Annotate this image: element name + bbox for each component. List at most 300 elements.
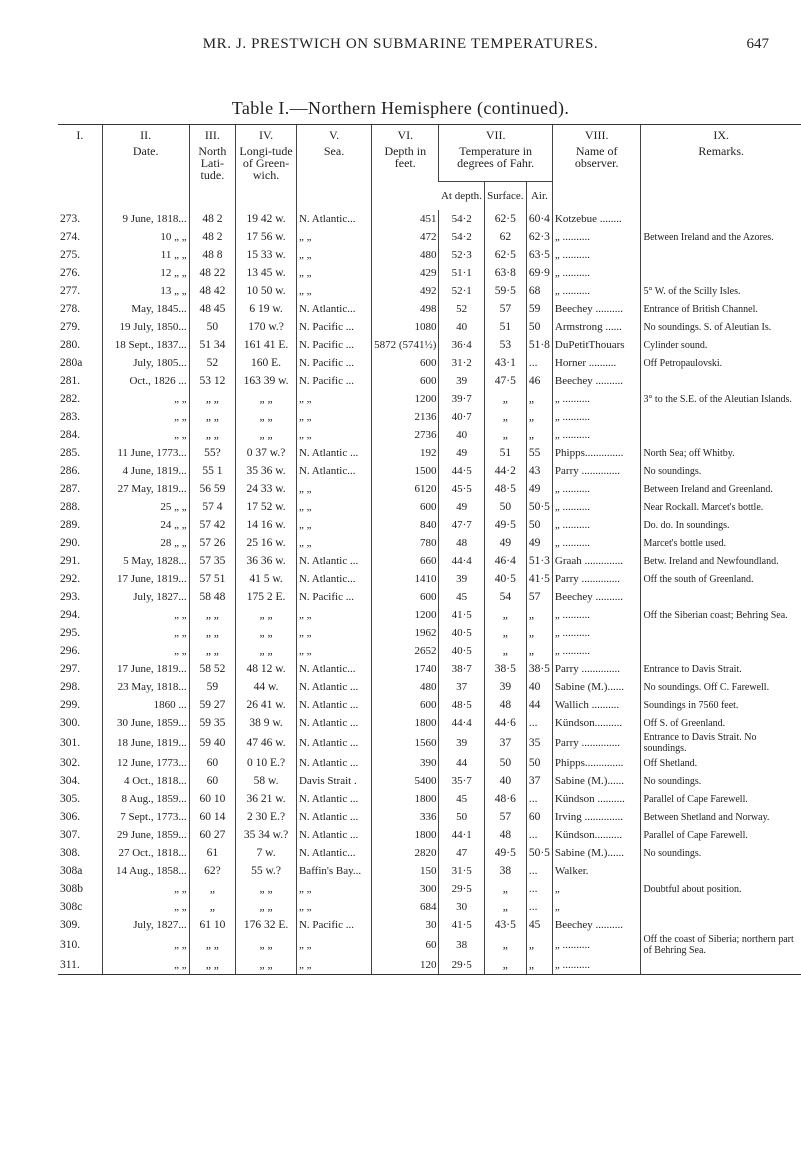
sea-cell: „ „ (296, 880, 371, 898)
longitude-cell: 7 w. (236, 844, 297, 862)
row-number: 299. (60, 699, 81, 711)
observer-cell: „ .......... (552, 956, 641, 975)
longitude-cell: 0 37 w.? (236, 444, 297, 462)
temp-surface-cell: 49 (484, 534, 526, 552)
temp-at-depth-cell: 31·2 (439, 354, 484, 372)
remarks-cell (641, 210, 801, 228)
latitude-cell: 48 8 (189, 246, 236, 264)
latitude-cell: 57 35 (189, 552, 236, 570)
remarks-cell: Entrance to Davis Strait. (641, 660, 801, 678)
depth-cell: 1740 (372, 660, 439, 678)
temp-at-depth-cell: 52 (439, 300, 484, 318)
longitude-cell: 17 56 w. (236, 228, 297, 246)
remarks-cell: Parallel of Cape Farewell. (641, 826, 801, 844)
observer-cell: „ .......... (552, 498, 641, 516)
row-number: 296. (60, 645, 81, 657)
temp-air-cell: 44 (526, 696, 552, 714)
longitude-cell: 10 50 w. (236, 282, 297, 300)
longitude-cell: „ „ (236, 390, 297, 408)
row-number: 285. (60, 447, 81, 459)
longitude-cell: 35 34 w.? (236, 826, 297, 844)
longitude-cell: „ „ (236, 408, 297, 426)
sea-cell: „ „ (296, 624, 371, 642)
temp-air-cell: „ (526, 934, 552, 956)
sea-cell: „ „ (296, 956, 371, 975)
temp-at-depth-cell: 39 (439, 372, 484, 390)
row-number: 273. (60, 213, 81, 225)
row-number: 308b (60, 883, 83, 895)
temp-at-depth-cell: 51·1 (439, 264, 484, 282)
observer-cell: „ .......... (552, 480, 641, 498)
remarks-cell: 5° W. of the Scilly Isles. (641, 282, 801, 300)
latitude-cell: „ (189, 880, 236, 898)
longitude-cell: 58 w. (236, 772, 297, 790)
remarks-cell (641, 372, 801, 390)
temp-at-depth-cell: 48 (439, 534, 484, 552)
observer-cell: Phipps.............. (552, 444, 641, 462)
running-title: MR. J. PRESTWICH ON SUBMARINE TEMPERATURES. (202, 36, 599, 52)
sea-cell: N. Atlantic ... (296, 552, 371, 570)
longitude-cell: 14 16 w. (236, 516, 297, 534)
col-header-observer: VIII. Name of observer. (552, 125, 641, 211)
date-cell: 25 „ „ (102, 498, 189, 516)
temp-air-cell: 59 (526, 300, 552, 318)
temp-surface-cell: 57 (484, 300, 526, 318)
temp-surface-cell: „ (484, 956, 526, 975)
temp-air-cell: ... (526, 880, 552, 898)
depth-cell: 2820 (372, 844, 439, 862)
latitude-cell: 48 22 (189, 264, 236, 282)
longitude-cell: „ „ (236, 956, 297, 975)
sea-cell: „ „ (296, 408, 371, 426)
remarks-cell (641, 898, 801, 916)
row-number: 276. (60, 267, 81, 279)
temp-air-cell: „ (526, 956, 552, 975)
table-row (58, 660, 801, 678)
temp-surface-cell: 49·5 (484, 844, 526, 862)
table-row (58, 790, 801, 808)
longitude-cell: 19 42 w. (236, 210, 297, 228)
longitude-cell: „ „ (236, 934, 297, 956)
depth-cell: 1500 (372, 462, 439, 480)
table-row (58, 642, 801, 660)
date-cell: „ „ (102, 880, 189, 898)
longitude-cell: 55 w.? (236, 862, 297, 880)
temp-air-cell: ... (526, 790, 552, 808)
temp-air-cell: „ (526, 642, 552, 660)
observer-cell: Sabine (M.)...... (552, 678, 641, 696)
row-number: 279. (60, 321, 81, 333)
temp-at-depth-cell: 44·4 (439, 552, 484, 570)
sea-cell: „ „ (296, 426, 371, 444)
observer-cell: Kündson.......... (552, 826, 641, 844)
longitude-cell: 15 33 w. (236, 246, 297, 264)
longitude-cell: „ „ (236, 642, 297, 660)
temp-at-depth-cell: 37 (439, 678, 484, 696)
row-number: 302. (60, 757, 81, 769)
temp-surface-cell: 38·5 (484, 660, 526, 678)
depth-cell: 6120 (372, 480, 439, 498)
remarks-cell: Off Shetland. (641, 754, 801, 772)
date-cell: May, 1845... (102, 300, 189, 318)
temp-surface-cell: 63·8 (484, 264, 526, 282)
temp-air-cell: 50 (526, 754, 552, 772)
sea-cell: N. Atlantic ... (296, 444, 371, 462)
row-number: 309. (60, 919, 81, 931)
longitude-cell: 36 36 w. (236, 552, 297, 570)
depth-cell: 1800 (372, 714, 439, 732)
date-cell: 24 „ „ (102, 516, 189, 534)
depth-cell: 472 (372, 228, 439, 246)
date-cell: 18 Sept., 1837... (102, 336, 189, 354)
temp-at-depth-cell: 30 (439, 898, 484, 916)
date-cell: 11 „ „ (102, 246, 189, 264)
depth-cell: 600 (372, 372, 439, 390)
remarks-cell: Between Ireland and the Azores. (641, 228, 801, 246)
temp-surface-cell: „ (484, 880, 526, 898)
date-cell: 4 June, 1819... (102, 462, 189, 480)
date-cell: „ „ (102, 624, 189, 642)
depth-cell: 300 (372, 880, 439, 898)
observer-cell: Parry .............. (552, 660, 641, 678)
depth-cell: 600 (372, 696, 439, 714)
sea-cell: „ „ (296, 934, 371, 956)
longitude-cell: 161 41 E. (236, 336, 297, 354)
temp-at-depth-cell: 40·7 (439, 408, 484, 426)
temp-air-cell: 60 (526, 808, 552, 826)
latitude-cell: 56 59 (189, 480, 236, 498)
remarks-cell: No soundings. (641, 844, 801, 862)
temp-at-depth-cell: 49 (439, 498, 484, 516)
temp-surface-cell: „ (484, 898, 526, 916)
sea-cell: „ „ (296, 534, 371, 552)
row-number: 290. (60, 537, 81, 549)
temp-at-depth-cell: 45 (439, 790, 484, 808)
depth-cell: 480 (372, 246, 439, 264)
remarks-cell (641, 624, 801, 642)
temp-air-cell: 46 (526, 372, 552, 390)
date-cell: Oct., 1826 ... (102, 372, 189, 390)
depth-cell: 1200 (372, 606, 439, 624)
observer-cell: Irving .............. (552, 808, 641, 826)
temp-surface-cell: 51 (484, 318, 526, 336)
date-cell: 17 June, 1819... (102, 660, 189, 678)
col-header-air: Air. (526, 182, 552, 211)
temp-surface-cell: 43·1 (484, 354, 526, 372)
observer-cell: „ (552, 880, 641, 898)
table-row (58, 210, 801, 228)
table-row (58, 934, 801, 956)
temp-at-depth-cell: 44 (439, 754, 484, 772)
temp-air-cell: 50 (526, 516, 552, 534)
latitude-cell: „ „ (189, 408, 236, 426)
temp-surface-cell: 40 (484, 772, 526, 790)
temp-at-depth-cell: 48·5 (439, 696, 484, 714)
date-cell: 13 „ „ (102, 282, 189, 300)
date-cell: 4 Oct., 1818... (102, 772, 189, 790)
longitude-cell: „ „ (236, 898, 297, 916)
temp-surface-cell: 54 (484, 588, 526, 606)
observer-cell: Kündson.......... (552, 714, 641, 732)
sea-cell: N. Atlantic ... (296, 808, 371, 826)
temp-at-depth-cell: 38·7 (439, 660, 484, 678)
table-row (58, 898, 801, 916)
longitude-cell: 25 16 w. (236, 534, 297, 552)
observer-cell: Kotzebue ........ (552, 210, 641, 228)
remarks-cell: Off the south of Greenland. (641, 570, 801, 588)
sea-cell: N. Pacific ... (296, 372, 371, 390)
row-number: 310. (60, 939, 81, 951)
depth-cell: 451 (372, 210, 439, 228)
temp-air-cell: ... (526, 826, 552, 844)
observer-cell: „ .......... (552, 228, 641, 246)
latitude-cell: 57 4 (189, 498, 236, 516)
date-cell: July, 1805... (102, 354, 189, 372)
row-number: 288. (60, 501, 81, 513)
temp-surface-cell: 39 (484, 678, 526, 696)
longitude-cell: 41 5 w. (236, 570, 297, 588)
table-row (58, 714, 801, 732)
temp-surface-cell: 38 (484, 862, 526, 880)
remarks-cell (641, 408, 801, 426)
table-row (58, 228, 801, 246)
sea-cell: N. Atlantic ... (296, 790, 371, 808)
depth-cell: 1410 (372, 570, 439, 588)
observer-cell: Wallich .......... (552, 696, 641, 714)
remarks-cell: Off the coast of Siberia; northern part of Behring Sea. (641, 934, 801, 956)
longitude-cell: 35 36 w. (236, 462, 297, 480)
latitude-cell: 58 48 (189, 588, 236, 606)
row-number: 305. (60, 793, 81, 805)
temp-surface-cell: „ (484, 390, 526, 408)
sea-cell: Davis Strait . (296, 772, 371, 790)
longitude-cell: 48 12 w. (236, 660, 297, 678)
depth-cell: 1200 (372, 390, 439, 408)
depth-cell: 120 (372, 956, 439, 975)
observer-cell: „ .......... (552, 934, 641, 956)
temp-air-cell: 50·5 (526, 844, 552, 862)
table-row (58, 552, 801, 570)
observer-cell: DuPetitThouars (552, 336, 641, 354)
sea-cell: N. Atlantic ... (296, 714, 371, 732)
sea-cell: „ „ (296, 228, 371, 246)
col-header-sea: V. Sea. (296, 125, 371, 211)
table-row (58, 480, 801, 498)
table-row (58, 570, 801, 588)
row-number: 295. (60, 627, 81, 639)
date-cell: 18 June, 1819... (102, 732, 189, 754)
observer-cell: „ .......... (552, 624, 641, 642)
date-cell: „ „ (102, 426, 189, 444)
temp-at-depth-cell: 40·5 (439, 624, 484, 642)
depth-cell: 780 (372, 534, 439, 552)
temp-air-cell: 60·4 (526, 210, 552, 228)
temp-air-cell: „ (526, 426, 552, 444)
remarks-cell: Near Rockall. Marcet's bottle. (641, 498, 801, 516)
date-cell: 12 „ „ (102, 264, 189, 282)
remarks-cell: Off Petropaulovski. (641, 354, 801, 372)
longitude-cell: 13 45 w. (236, 264, 297, 282)
table-caption: Table I.—Northern Hemisphere (continued). (231, 98, 570, 118)
observer-cell: Sabine (M.)...... (552, 772, 641, 790)
observer-cell: „ .......... (552, 534, 641, 552)
temp-at-depth-cell: 29·5 (439, 880, 484, 898)
latitude-cell: 59 (189, 678, 236, 696)
observer-cell: „ .......... (552, 516, 641, 534)
table-row (58, 408, 801, 426)
remarks-cell (641, 588, 801, 606)
latitude-cell: 61 (189, 844, 236, 862)
temp-at-depth-cell: 40·5 (439, 642, 484, 660)
temp-air-cell: 51·3 (526, 552, 552, 570)
remarks-cell: Betw. Ireland and Newfoundland. (641, 552, 801, 570)
temp-surface-cell: 48·5 (484, 480, 526, 498)
longitude-cell: 0 10 E.? (236, 754, 297, 772)
latitude-cell: 60 10 (189, 790, 236, 808)
depth-cell: 336 (372, 808, 439, 826)
observer-cell: Sabine (M.)...... (552, 844, 641, 862)
temp-at-depth-cell: 54·2 (439, 210, 484, 228)
sea-cell: „ „ (296, 498, 371, 516)
longitude-cell: 6 19 w. (236, 300, 297, 318)
remarks-cell (641, 426, 801, 444)
temp-air-cell: 38·5 (526, 660, 552, 678)
latitude-cell: „ (189, 898, 236, 916)
temp-surface-cell: 40·5 (484, 570, 526, 588)
latitude-cell: 55? (189, 444, 236, 462)
remarks-cell: No soundings. Off C. Farewell. (641, 678, 801, 696)
table-row (58, 732, 801, 754)
remarks-cell: No soundings. (641, 772, 801, 790)
depth-cell: 498 (372, 300, 439, 318)
temp-air-cell: 51·8 (526, 336, 552, 354)
temp-surface-cell: „ (484, 408, 526, 426)
row-number: 300. (60, 717, 81, 729)
longitude-cell: 160 E. (236, 354, 297, 372)
date-cell: 30 June, 1859... (102, 714, 189, 732)
date-cell: 14 Aug., 1858... (102, 862, 189, 880)
row-number: 292. (60, 573, 81, 585)
depth-cell: 600 (372, 588, 439, 606)
temp-surface-cell: „ (484, 606, 526, 624)
depth-cell: 429 (372, 264, 439, 282)
latitude-cell: 59 40 (189, 732, 236, 754)
latitude-cell: 57 42 (189, 516, 236, 534)
row-number: 301. (60, 737, 81, 749)
remarks-cell: Cylinder sound. (641, 336, 801, 354)
longitude-cell: 17 52 w. (236, 498, 297, 516)
table-row (58, 772, 801, 790)
temp-at-depth-cell: 40 (439, 426, 484, 444)
temp-surface-cell: 62·5 (484, 246, 526, 264)
row-number: 283. (60, 411, 81, 423)
latitude-cell: 51 34 (189, 336, 236, 354)
depth-cell: 684 (372, 898, 439, 916)
table-row (58, 336, 801, 354)
remarks-cell: Parallel of Cape Farewell. (641, 790, 801, 808)
latitude-cell: 59 35 (189, 714, 236, 732)
longitude-cell: 2 30 E.? (236, 808, 297, 826)
sea-cell: N. Atlantic ... (296, 696, 371, 714)
date-cell: July, 1827... (102, 916, 189, 934)
row-number: 277. (60, 285, 81, 297)
latitude-cell: „ „ (189, 956, 236, 975)
sea-cell: N. Atlantic... (296, 660, 371, 678)
remarks-cell: North Sea; off Whitby. (641, 444, 801, 462)
temp-air-cell: 50 (526, 318, 552, 336)
table-row (58, 282, 801, 300)
latitude-cell: 48 42 (189, 282, 236, 300)
temp-air-cell: 35 (526, 732, 552, 754)
temp-air-cell: 55 (526, 444, 552, 462)
sea-cell: Baffin's Bay... (296, 862, 371, 880)
depth-cell: 60 (372, 934, 439, 956)
row-number: 308c (60, 901, 83, 913)
latitude-cell: 60 (189, 772, 236, 790)
remarks-cell: Do. do. In soundings. (641, 516, 801, 534)
row-number: 282. (60, 393, 81, 405)
date-cell: 27 May, 1819... (102, 480, 189, 498)
temp-air-cell: 57 (526, 588, 552, 606)
observer-cell: „ .......... (552, 246, 641, 264)
observer-cell: „ .......... (552, 642, 641, 660)
row-number: 304. (60, 775, 81, 787)
remarks-cell (641, 642, 801, 660)
latitude-cell: 61 10 (189, 916, 236, 934)
observer-cell: Beechey .......... (552, 372, 641, 390)
table-row (58, 534, 801, 552)
temp-at-depth-cell: 38 (439, 934, 484, 956)
observer-cell: „ .......... (552, 390, 641, 408)
temp-at-depth-cell: 36·4 (439, 336, 484, 354)
remarks-cell: Between Ireland and Greenland. (641, 480, 801, 498)
latitude-cell: 58 52 (189, 660, 236, 678)
temp-surface-cell: 47·5 (484, 372, 526, 390)
temp-air-cell: 37 (526, 772, 552, 790)
depth-cell: 480 (372, 678, 439, 696)
remarks-cell (641, 862, 801, 880)
sea-cell: N. Pacific ... (296, 916, 371, 934)
temp-surface-cell: 51 (484, 444, 526, 462)
table-row (58, 678, 801, 696)
table-row (58, 880, 801, 898)
longitude-cell: 38 9 w. (236, 714, 297, 732)
temperature-table (58, 124, 801, 975)
date-cell: 12 June, 1773... (102, 754, 189, 772)
latitude-cell: „ „ (189, 624, 236, 642)
observer-cell: Phipps.............. (552, 754, 641, 772)
temp-at-depth-cell: 45 (439, 588, 484, 606)
remarks-cell: Entrance to Davis Strait. No soundings. (641, 732, 801, 754)
observer-cell: Armstrong ...... (552, 318, 641, 336)
col-header-index: I. (58, 125, 102, 211)
row-number: 284. (60, 429, 81, 441)
temp-air-cell: 68 (526, 282, 552, 300)
longitude-cell: 44 w. (236, 678, 297, 696)
row-number: 294. (60, 609, 81, 621)
temp-at-depth-cell: 41·5 (439, 606, 484, 624)
latitude-cell: 62? (189, 862, 236, 880)
temp-surface-cell: 62·5 (484, 210, 526, 228)
date-cell: „ „ (102, 606, 189, 624)
sea-cell: „ „ (296, 480, 371, 498)
temp-air-cell: „ (526, 606, 552, 624)
remarks-cell: Doubtful about position. (641, 880, 801, 898)
table-row (58, 426, 801, 444)
temp-air-cell: 40 (526, 678, 552, 696)
temp-surface-cell: 57 (484, 808, 526, 826)
remarks-cell: Off S. of Greenland. (641, 714, 801, 732)
